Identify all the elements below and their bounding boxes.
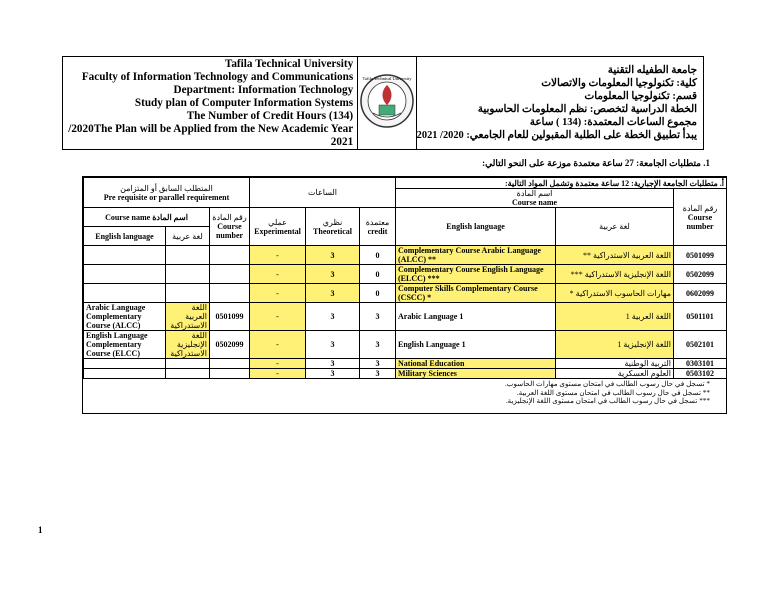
prereq-course-en bbox=[84, 369, 166, 379]
course-name-ar: اللغة الإنجليزية 1 bbox=[556, 331, 674, 359]
practical-header bbox=[250, 208, 306, 246]
course-number: 0501101 bbox=[674, 303, 727, 331]
prereq-course-en bbox=[84, 359, 166, 369]
theory-hours: 3 bbox=[306, 246, 360, 265]
prereq-course-number bbox=[210, 369, 250, 379]
course-row bbox=[84, 265, 727, 284]
footnotes bbox=[440, 380, 710, 406]
section-title: 1. متطلبات الجامعة: 27 ساعة معتمدة موزعة على النحو التالي: bbox=[482, 158, 710, 168]
course-number-ar: رقم المادة bbox=[682, 203, 718, 213]
prereq-course-name-ar: اسم المادة bbox=[152, 212, 188, 222]
credit-hours: 3 bbox=[360, 331, 396, 359]
credit-hours: 3 bbox=[360, 303, 396, 331]
course-row bbox=[84, 246, 727, 265]
course-name-en: Arabic Language 1 bbox=[396, 303, 556, 331]
theory-ar: نظري bbox=[322, 217, 343, 227]
prereq-course-number bbox=[210, 246, 250, 265]
prereq-course-ar bbox=[166, 246, 210, 265]
practical-hours: - bbox=[250, 359, 306, 369]
department-name-en: Department: Information Technology bbox=[173, 83, 354, 96]
course-name-ar: التربية الوطنية bbox=[556, 359, 674, 369]
course-name-ar: العلوم العسكرية bbox=[556, 369, 674, 379]
prereq-course-number bbox=[210, 359, 250, 369]
faculty-name-en: Faculty of Information Technology and Communications bbox=[81, 70, 354, 83]
prereq-course-number bbox=[210, 265, 250, 284]
credit-header bbox=[360, 208, 396, 246]
theory-en: Theoretical bbox=[313, 226, 352, 236]
prereq-number-ar: رقم المادة bbox=[212, 213, 247, 222]
course-name-header bbox=[396, 189, 674, 208]
course-number: 0502099 bbox=[674, 265, 727, 284]
course-number: 0503102 bbox=[674, 369, 727, 379]
applied-year-en: /2020The Plan will be Applied from the New Academic Year bbox=[68, 122, 354, 135]
study-plan-en: Study plan of Computer Information Systems bbox=[134, 96, 354, 109]
theory-hours: 3 bbox=[306, 369, 360, 379]
prereq-course-en bbox=[84, 284, 166, 303]
practical-hours: - bbox=[250, 265, 306, 284]
theory-hours: 3 bbox=[306, 303, 360, 331]
practical-hours: - bbox=[250, 331, 306, 359]
prereq-course-number: 0501099 bbox=[210, 303, 250, 331]
department-name-ar: قسم: تكنولوجيا المعلومات bbox=[584, 91, 697, 102]
course-name-ar-header: اسم المادة bbox=[516, 189, 553, 198]
prereq-course-ar bbox=[166, 265, 210, 284]
subsection-title: أ. متطلبات الجامعة الإجبارية: 12 ساعة معتمدة وتشمل المواد التالية: bbox=[396, 178, 727, 189]
prereq-number-header bbox=[210, 208, 250, 246]
prereq-course-ar: اللغة الإنجليزية الاستدراكية bbox=[166, 331, 210, 359]
course-row bbox=[84, 331, 727, 359]
practical-en: Experimental bbox=[254, 226, 301, 236]
credit-hours: 3 bbox=[360, 359, 396, 369]
course-name-en: Complementary Course English Language (ELCC) *** bbox=[396, 265, 556, 284]
requirements-box bbox=[82, 176, 727, 414]
english-language-header: English language bbox=[396, 208, 556, 246]
prereq-course-ar: اللغة العربية الاستدراكية bbox=[166, 303, 210, 331]
course-name-en: Computer Skills Complementary Course (CSCC) * bbox=[396, 284, 556, 303]
course-name-ar: اللغة العربية 1 bbox=[556, 303, 674, 331]
footnote-2: ** تسجل في حال رسوب الطالب في امتحان مستوى اللغة العربية. bbox=[516, 388, 710, 397]
prereq-course-en: Arabic Language Complementary Course (ALCC) bbox=[84, 303, 166, 331]
credit-hours-ar: مجموع الساعات المعتمدة: (134 ) ساعة bbox=[529, 117, 697, 128]
course-name-en: Complementary Course Arabic Language (ALCC) ** bbox=[396, 246, 556, 265]
prereq-course-ar bbox=[166, 369, 210, 379]
course-number: 0502101 bbox=[674, 331, 727, 359]
course-number: 0602099 bbox=[674, 284, 727, 303]
prereq-course-ar bbox=[166, 284, 210, 303]
prereq-arabic-header: لغة عربية bbox=[166, 227, 210, 246]
course-name-en: National Education bbox=[396, 359, 556, 369]
prereq-number-en: Course number bbox=[215, 222, 244, 240]
prereq-header-en: Pre requisite or parallel requirement bbox=[103, 192, 230, 202]
prereq-course-en bbox=[84, 246, 166, 265]
university-name-en: Tafila Technical University bbox=[224, 57, 354, 70]
university-seal-icon bbox=[359, 61, 415, 141]
theory-hours: 3 bbox=[306, 284, 360, 303]
prereq-english-header: English language bbox=[84, 227, 166, 246]
prereq-course-name-header bbox=[84, 208, 210, 227]
course-number: 0303101 bbox=[674, 359, 727, 369]
plan-header bbox=[62, 56, 704, 150]
hours-header: الساعات bbox=[250, 178, 396, 208]
theory-hours: 3 bbox=[306, 359, 360, 369]
university-name-ar: جامعة الطفيله التقنية bbox=[607, 65, 697, 76]
credit-hours-en: The Number of Credit Hours (134) bbox=[186, 109, 354, 122]
course-name-en: Military Sciences bbox=[396, 369, 556, 379]
faculty-name-ar: كلية: تكنولوجيا المعلومات والاتصالات bbox=[541, 78, 697, 89]
course-number-en: Course number bbox=[686, 212, 714, 231]
course-row bbox=[84, 303, 727, 331]
prereq-course-name-en: Course name bbox=[105, 212, 151, 222]
course-row bbox=[84, 369, 727, 379]
practical-hours: - bbox=[250, 303, 306, 331]
course-name-en: English Language 1 bbox=[396, 331, 556, 359]
course-number: 0501099 bbox=[674, 246, 727, 265]
logo-text: Tafila Technical University bbox=[362, 75, 412, 81]
applied-year-ar: يبدأ تطبيق الخطة على الطلبة المقبولين للعام الجامعي: 2020/ 2021 bbox=[416, 130, 697, 141]
arabic-language-header: لغة عربية bbox=[556, 208, 674, 246]
prereq-course-ar bbox=[166, 359, 210, 369]
credit-hours: 0 bbox=[360, 284, 396, 303]
header-arabic bbox=[416, 57, 703, 150]
practical-hours: - bbox=[250, 369, 306, 379]
course-name-en-header: Course name bbox=[511, 198, 558, 207]
course-name-ar: مهارات الحاسوب الاستدراكية * bbox=[556, 284, 674, 303]
course-number-header bbox=[674, 189, 727, 246]
credit-en: credit bbox=[367, 226, 388, 236]
prereq-course-en: English Language Complementary Course (ELCC) bbox=[84, 331, 166, 359]
prereq-header-ar: المتطلب السابق أو المتزامن bbox=[120, 183, 213, 193]
theory-header bbox=[306, 208, 360, 246]
theory-hours: 3 bbox=[306, 331, 360, 359]
university-logo bbox=[358, 57, 416, 150]
page-number: 1 bbox=[38, 525, 43, 535]
course-row bbox=[84, 284, 727, 303]
course-name-ar: اللغة الإنجليزية الاستدراكية *** bbox=[556, 265, 674, 284]
credit-hours: 0 bbox=[360, 246, 396, 265]
footnote-3: *** تسجل في حال رسوب الطالب في امتحان مستوى اللغة الإنجليزية. bbox=[505, 397, 710, 405]
practical-hours: - bbox=[250, 246, 306, 265]
credit-hours: 0 bbox=[360, 265, 396, 284]
prereq-course-en bbox=[84, 265, 166, 284]
footnote-1: * تسجل في حال رسوب الطالب في امتحان مستوى مهارات الحاسوب. bbox=[504, 380, 710, 388]
header-english bbox=[63, 57, 358, 150]
prereq-course-number: 0502099 bbox=[210, 331, 250, 359]
credit-hours: 3 bbox=[360, 369, 396, 379]
course-name-ar: اللغة العربية الاستدراكية ** bbox=[556, 246, 674, 265]
requirements-table bbox=[83, 177, 727, 379]
practical-ar: عملي bbox=[268, 217, 287, 227]
course-row bbox=[84, 359, 727, 369]
prereq-header bbox=[84, 178, 250, 208]
credit-ar: معتمدة bbox=[365, 217, 390, 227]
prereq-course-number bbox=[210, 284, 250, 303]
applied-year-en-2: 2021 bbox=[330, 135, 354, 148]
study-plan-ar: الخطة الدراسية لتخصص: نظم المعلومات الحاسوبية bbox=[477, 104, 697, 115]
theory-hours: 3 bbox=[306, 265, 360, 284]
practical-hours: - bbox=[250, 284, 306, 303]
